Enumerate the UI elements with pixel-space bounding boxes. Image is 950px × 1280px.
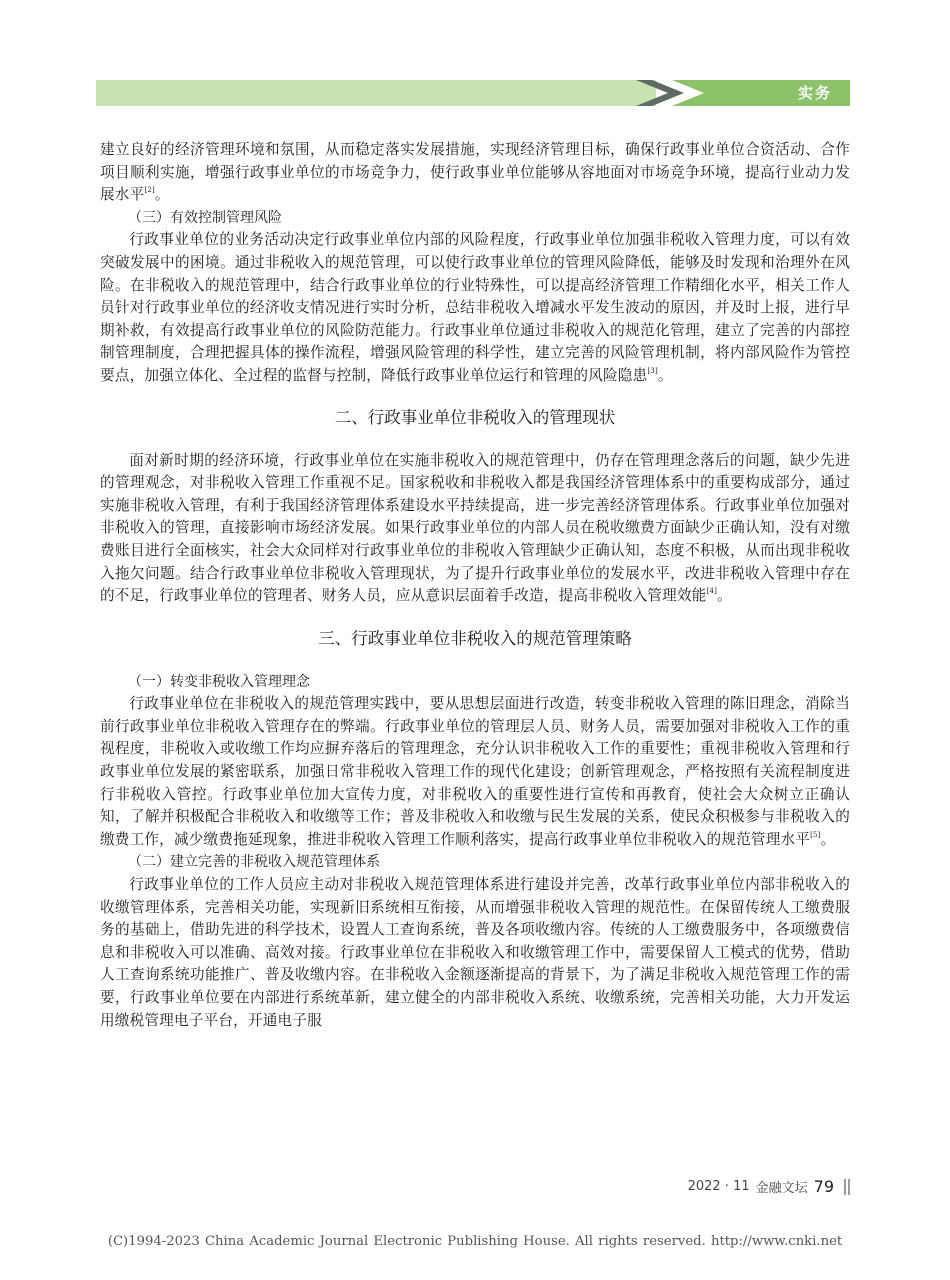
subheading-3: （三）有效控制管理风险 (128, 209, 282, 226)
paragraph-3: 面对新时期的经济环境，行政事业单位在实施非税收入的规范管理中，仍存在管理理念落后的问题，缺少先进的管理观念，对非税收入管理工作重视不足。国家税收和非税收入都是我国经济管理体系中的重要构成部分，通过实施非税收入管理，有利于我国经济管理体系建设水平持续提高，进一步完善经济管理体系。行政事业单位加强对非税收入的管理，直接影响市场经济发展。如果行政事业单位的内部人员在税收缴费方面缺少正确认知，没有对缴费账目进行全面核实，社会大众同样对行政事业单位的非税收入管理缺少正确认知，态度不积极，从而出现非税收入拖欠问题。结合行政事业单位非税收入管理现状，为了提升行政事业单位的发展水平，改进非税收入管理中存在的不足，行政事业单位的管理者、财务人员，应从意识层面着手改造，提高非税收入管理效能[4]。 (100, 451, 850, 605)
subheading-1: （一）转变非税收入管理理念 (128, 673, 310, 690)
article-body (100, 139, 850, 1032)
footer-bars-decoration (844, 1179, 850, 1195)
paragraph-4: 行政事业单位在非税收入的规范管理实践中，要从思想层面进行改造，转变非税收入管理的陈旧理念，消除当前行政事业单位非税收入管理存在的弊端。行政事业单位的管理层人员、财务人员，需要加强对非税收入工作的重视程度，非税收入或收缴工作均应摒弃落后的管理理念，充分认识非税收入工作的重要性；重视非税收入管理和行政事业单位发展的紧密联系，加强日常非税收入管理工作的现代化建设；创新管理观念，严格按照有关流程制度进行非税收入管控。行政事业单位加大宣传力度，对非税收入的重要性进行宣传和再教育，使社会大众树立正确认知，了解并积极配合非税收入和收缴等工作；普及非税收入和收缴与民生发展的关系，使民众积极参与非税收入的缴费工作，减少缴费拖延现象，推进非税收入管理工作顺利落实，提高行政事业单位非税收入的规范管理水平[5]。 (100, 695, 850, 848)
section-tag: 实务 (797, 84, 832, 102)
paragraph-1: 建立良好的经济管理环境和氛围，从而稳定落实发展措施，实现经济管理目标，确保行政事业单位合资活动、合作项目顺利实施，增强行政事业单位的市场竞争力，使行政事业单位能够从容地面对市场竞争环境，提高行业动力发展水平[2]。 (100, 141, 850, 204)
section-heading-3: 三、行政事业单位非税收入的规范管理策略 (318, 628, 632, 648)
journal-name: 金融文坛 (755, 1181, 808, 1196)
page-number: 79 (813, 1177, 834, 1196)
issue-date: 2022 · 11 (687, 1179, 750, 1194)
header-bar-graphic (96, 80, 850, 106)
paragraph-5: 行政事业单位的工作人员应主动对非税收入规范管理体系进行建设并完善，改革行政事业单位内部非税收入的收缴管理体系，完善相关功能，实现新旧系统相互衔接，从而增强非税收入管理的规范性。在保留传统人工缴费服务的基础上，借助先进的科学技术，设置人工查询系统，普及各项收缴内容。传统的人工缴费服务中，各项缴费信息和非税收入可以准确、高效对接。行政事业单位在非税收入和收缴管理工作中，需要保留人工模式的优势，借助人工查询系统功能推广、普及收缴内容。在非税收入金额逐渐提高的背景下，为了满足非税收入规范管理工作的需要，行政事业单位要在内部进行系统革新，建立健全的内部非税收入系统、收缴系统，完善相关功能，大力开发运用缴税管理电子平台，开通电子服 (100, 876, 850, 1029)
subheading-2: （二）建立完善的非税收入规范管理体系 (128, 854, 380, 871)
citation-ref: [4] (706, 587, 718, 596)
section-heading-2: 二、行政事业单位非税收入的管理现状 (334, 407, 616, 427)
paragraph-2: 行政事业单位的业务活动决定行政事业单位内部的风险程度，行政事业单位加强非税收入管理力度，可以有效突破发展中的困境。通过非税收入的规范管理，可以使行政事业单位的管理风险降低，能够及时发现和治理外在风险。在非税收入的规范管理中，结合行政事业单位的行业特殊性，可以提高经济管理工作精细化水平，相关工作人员针对行政事业单位的经济收支情况进行实时分析，总结非税收入增减水平发生波动的原因，并及时上报，进行早期补救，有效提高行政事业单位的风险防范能力。行政事业单位通过非税收入的规范化管理，建立了完善的内部控制管理制度，合理把握具体的操作流程，增强风险管理的科学性，建立完善的风险管理机制，将内部风险作为管控要点，加强立体化、全过程的监督与控制，降低行政事业单位运行和管理的风险隐患[3]。 (100, 231, 850, 384)
copyright-notice: (C)1994-2023 China Academic Journal Electronic Publishing House. All rights reserved. http://www.cnki.net (107, 1234, 843, 1249)
citation-ref: [2] (144, 186, 155, 195)
page-footer (688, 1177, 850, 1196)
citation-ref: [5] (810, 830, 821, 839)
header-bar (96, 80, 850, 106)
citation-ref: [3] (647, 366, 658, 375)
